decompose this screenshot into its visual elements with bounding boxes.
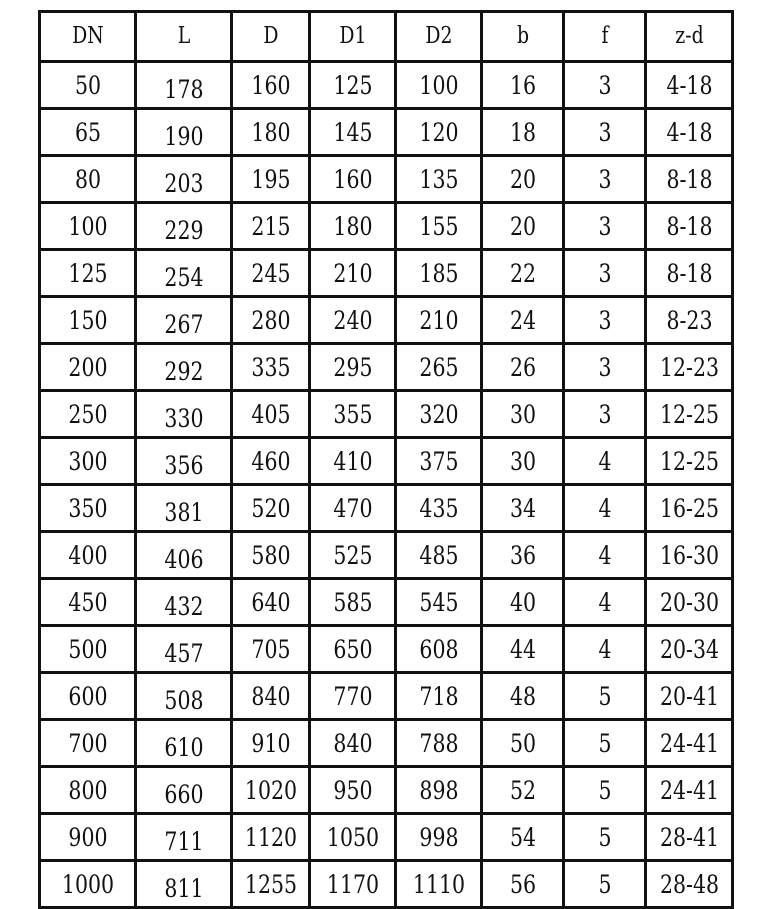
table-row bbox=[40, 720, 733, 767]
table-row bbox=[40, 767, 733, 814]
table-cell-d: 245 bbox=[239, 250, 303, 297]
table-row bbox=[40, 579, 733, 626]
table-cell-d2: 375 bbox=[403, 438, 474, 485]
table-cell-d1: 840 bbox=[317, 720, 388, 767]
table-cell-d: 1255 bbox=[239, 861, 303, 908]
table-cell-d: 180 bbox=[239, 109, 303, 156]
table-cell-f: 3 bbox=[571, 297, 638, 344]
table-body bbox=[40, 62, 733, 908]
table-cell-z-d: 8-18 bbox=[653, 156, 724, 203]
table-cell-b: 52 bbox=[489, 767, 556, 814]
table-cell-d1: 525 bbox=[317, 532, 388, 579]
table-cell-d2: 485 bbox=[403, 532, 474, 579]
table-cell-d2: 998 bbox=[403, 814, 474, 861]
table-cell-b: 26 bbox=[489, 344, 556, 391]
table-cell-d1: 145 bbox=[317, 109, 388, 156]
table-cell-d: 580 bbox=[239, 532, 303, 579]
table-cell-d: 335 bbox=[239, 344, 303, 391]
cell-value: 178 bbox=[163, 74, 204, 104]
table-row bbox=[40, 297, 733, 344]
table-cell-d1: 1170 bbox=[317, 861, 388, 908]
table-header bbox=[40, 12, 733, 62]
table-cell-d2: 545 bbox=[403, 579, 474, 626]
table-cell-b: 18 bbox=[489, 109, 556, 156]
cell-value: 330 bbox=[163, 403, 204, 433]
table-row bbox=[40, 156, 733, 203]
column-header-f: f bbox=[571, 12, 638, 62]
table-row bbox=[40, 485, 733, 532]
table-cell-l bbox=[144, 861, 223, 908]
table-cell-d1: 470 bbox=[317, 485, 388, 532]
cell-value: 610 bbox=[163, 732, 204, 762]
cell-value: 432 bbox=[163, 591, 204, 621]
table-cell-d1: 240 bbox=[317, 297, 388, 344]
table-cell-b: 20 bbox=[489, 156, 556, 203]
table-cell-z-d: 20-30 bbox=[653, 579, 724, 626]
table-cell-dn: 150 bbox=[48, 297, 127, 344]
table-cell-d: 840 bbox=[239, 673, 303, 720]
table-cell-b: 30 bbox=[489, 391, 556, 438]
table-cell-d2: 1110 bbox=[403, 861, 474, 908]
table-cell-f: 4 bbox=[571, 438, 638, 485]
flange-dimension-table bbox=[38, 10, 734, 909]
table-cell-dn: 800 bbox=[48, 767, 127, 814]
table-cell-f: 3 bbox=[571, 203, 638, 250]
table-row bbox=[40, 109, 733, 156]
table-cell-dn: 50 bbox=[48, 62, 127, 109]
table-cell-d1: 410 bbox=[317, 438, 388, 485]
cell-value: 229 bbox=[163, 215, 204, 245]
table-cell-f: 5 bbox=[571, 767, 638, 814]
table-cell-d1: 950 bbox=[317, 767, 388, 814]
table-cell-z-d: 16-30 bbox=[653, 532, 724, 579]
table-cell-d2: 185 bbox=[403, 250, 474, 297]
table-cell-d2: 265 bbox=[403, 344, 474, 391]
table-cell-d2: 608 bbox=[403, 626, 474, 673]
table-cell-d2: 210 bbox=[403, 297, 474, 344]
table-cell-d: 640 bbox=[239, 579, 303, 626]
table-cell-f: 3 bbox=[571, 156, 638, 203]
table-cell-l bbox=[144, 532, 223, 579]
cell-value: 292 bbox=[163, 356, 204, 386]
table-cell-z-d: 12-25 bbox=[653, 391, 724, 438]
table-row bbox=[40, 62, 733, 109]
table-cell-dn: 125 bbox=[48, 250, 127, 297]
table-cell-z-d: 24-41 bbox=[653, 720, 724, 767]
table-cell-dn: 450 bbox=[48, 579, 127, 626]
table-row bbox=[40, 438, 733, 485]
cell-value: 203 bbox=[163, 168, 204, 198]
table-cell-d1: 650 bbox=[317, 626, 388, 673]
table-cell-b: 48 bbox=[489, 673, 556, 720]
cell-value: 660 bbox=[163, 779, 204, 809]
table-cell-f: 5 bbox=[571, 720, 638, 767]
table-cell-d2: 155 bbox=[403, 203, 474, 250]
table-cell-l bbox=[144, 579, 223, 626]
column-header-z-d: z-d bbox=[653, 12, 724, 62]
table-cell-l bbox=[144, 814, 223, 861]
table-cell-f: 3 bbox=[571, 62, 638, 109]
cell-value: 190 bbox=[163, 121, 204, 151]
cell-value: 267 bbox=[163, 309, 204, 339]
table-cell-l bbox=[144, 673, 223, 720]
table-cell-dn: 700 bbox=[48, 720, 127, 767]
table-cell-l bbox=[144, 626, 223, 673]
table-cell-d: 195 bbox=[239, 156, 303, 203]
table-cell-z-d: 8-18 bbox=[653, 250, 724, 297]
table-cell-dn: 400 bbox=[48, 532, 127, 579]
table-cell-b: 56 bbox=[489, 861, 556, 908]
table-cell-f: 3 bbox=[571, 109, 638, 156]
cell-value: 254 bbox=[163, 262, 204, 292]
column-header-b: b bbox=[489, 12, 556, 62]
table-cell-f: 3 bbox=[571, 344, 638, 391]
table-cell-d2: 898 bbox=[403, 767, 474, 814]
table-cell-l bbox=[144, 720, 223, 767]
table-cell-dn: 65 bbox=[48, 109, 127, 156]
table-cell-d1: 1050 bbox=[317, 814, 388, 861]
table-cell-z-d: 28-41 bbox=[653, 814, 724, 861]
table-cell-b: 20 bbox=[489, 203, 556, 250]
table-cell-d: 215 bbox=[239, 203, 303, 250]
table-cell-d2: 135 bbox=[403, 156, 474, 203]
table-cell-dn: 100 bbox=[48, 203, 127, 250]
table-cell-f: 3 bbox=[571, 391, 638, 438]
table-cell-d1: 770 bbox=[317, 673, 388, 720]
table-cell-z-d: 24-41 bbox=[653, 767, 724, 814]
cell-value: 457 bbox=[163, 638, 204, 668]
table-cell-d2: 320 bbox=[403, 391, 474, 438]
table-cell-l bbox=[144, 391, 223, 438]
table-cell-f: 5 bbox=[571, 673, 638, 720]
table-cell-b: 34 bbox=[489, 485, 556, 532]
table-row bbox=[40, 626, 733, 673]
table-cell-z-d: 16-25 bbox=[653, 485, 724, 532]
table-cell-b: 30 bbox=[489, 438, 556, 485]
table-cell-l bbox=[144, 485, 223, 532]
cell-value: 508 bbox=[163, 685, 204, 715]
table-cell-d2: 435 bbox=[403, 485, 474, 532]
table-cell-dn: 600 bbox=[48, 673, 127, 720]
table-cell-dn: 350 bbox=[48, 485, 127, 532]
table-row bbox=[40, 391, 733, 438]
cell-value: 356 bbox=[163, 450, 204, 480]
table-cell-d: 280 bbox=[239, 297, 303, 344]
table-cell-z-d: 20-41 bbox=[653, 673, 724, 720]
table-cell-d: 910 bbox=[239, 720, 303, 767]
table-cell-d: 1020 bbox=[239, 767, 303, 814]
table-cell-b: 24 bbox=[489, 297, 556, 344]
table-cell-l bbox=[144, 438, 223, 485]
column-header-d2: D2 bbox=[403, 12, 474, 62]
table-cell-d1: 585 bbox=[317, 579, 388, 626]
column-header-d1: D1 bbox=[317, 12, 388, 62]
cell-value: 711 bbox=[163, 826, 204, 856]
table-cell-f: 4 bbox=[571, 485, 638, 532]
table-cell-z-d: 8-18 bbox=[653, 203, 724, 250]
table-cell-dn: 900 bbox=[48, 814, 127, 861]
cell-value: 406 bbox=[163, 544, 204, 574]
column-header-d: D bbox=[239, 12, 303, 62]
table-cell-dn: 1000 bbox=[48, 861, 127, 908]
table-cell-dn: 250 bbox=[48, 391, 127, 438]
table-cell-b: 40 bbox=[489, 579, 556, 626]
table-cell-l bbox=[144, 156, 223, 203]
cell-value: 811 bbox=[163, 873, 204, 903]
table-row bbox=[40, 673, 733, 720]
table-cell-f: 3 bbox=[571, 250, 638, 297]
table-cell-l bbox=[144, 250, 223, 297]
table-row bbox=[40, 814, 733, 861]
table-cell-d: 405 bbox=[239, 391, 303, 438]
table-cell-z-d: 4-18 bbox=[653, 62, 724, 109]
table-cell-l bbox=[144, 109, 223, 156]
table-row bbox=[40, 250, 733, 297]
table-cell-l bbox=[144, 297, 223, 344]
table-cell-b: 50 bbox=[489, 720, 556, 767]
table-cell-l bbox=[144, 767, 223, 814]
table-cell-dn: 500 bbox=[48, 626, 127, 673]
table-cell-f: 4 bbox=[571, 626, 638, 673]
table-cell-d: 460 bbox=[239, 438, 303, 485]
table-cell-f: 4 bbox=[571, 532, 638, 579]
table-cell-dn: 200 bbox=[48, 344, 127, 391]
column-header-dn: DN bbox=[48, 12, 127, 62]
table-cell-d: 160 bbox=[239, 62, 303, 109]
table-cell-f: 4 bbox=[571, 579, 638, 626]
table-cell-d1: 355 bbox=[317, 391, 388, 438]
table-cell-z-d: 12-25 bbox=[653, 438, 724, 485]
table-cell-d2: 788 bbox=[403, 720, 474, 767]
column-header-l: L bbox=[144, 12, 223, 62]
table-cell-d1: 180 bbox=[317, 203, 388, 250]
table-cell-b: 22 bbox=[489, 250, 556, 297]
table-cell-z-d: 20-34 bbox=[653, 626, 724, 673]
table-cell-f: 5 bbox=[571, 861, 638, 908]
table-cell-l bbox=[144, 62, 223, 109]
table-row bbox=[40, 532, 733, 579]
table-cell-z-d: 8-23 bbox=[653, 297, 724, 344]
table-cell-d: 1120 bbox=[239, 814, 303, 861]
cell-value: 381 bbox=[163, 497, 204, 527]
table-cell-l bbox=[144, 203, 223, 250]
table-cell-b: 54 bbox=[489, 814, 556, 861]
table-row bbox=[40, 861, 733, 908]
table-cell-dn: 80 bbox=[48, 156, 127, 203]
header-row bbox=[40, 12, 733, 62]
table-cell-b: 36 bbox=[489, 532, 556, 579]
table-cell-d2: 100 bbox=[403, 62, 474, 109]
table-cell-d1: 160 bbox=[317, 156, 388, 203]
table-cell-dn: 300 bbox=[48, 438, 127, 485]
table-cell-d1: 125 bbox=[317, 62, 388, 109]
table-cell-d1: 210 bbox=[317, 250, 388, 297]
table-cell-b: 16 bbox=[489, 62, 556, 109]
table-cell-d1: 295 bbox=[317, 344, 388, 391]
table-cell-z-d: 12-23 bbox=[653, 344, 724, 391]
table-cell-d: 520 bbox=[239, 485, 303, 532]
table-cell-d: 705 bbox=[239, 626, 303, 673]
table-cell-z-d: 28-48 bbox=[653, 861, 724, 908]
table-cell-d2: 120 bbox=[403, 109, 474, 156]
table-cell-z-d: 4-18 bbox=[653, 109, 724, 156]
table-cell-b: 44 bbox=[489, 626, 556, 673]
table-row bbox=[40, 344, 733, 391]
table-cell-d2: 718 bbox=[403, 673, 474, 720]
table-cell-f: 5 bbox=[571, 814, 638, 861]
table-cell-l bbox=[144, 344, 223, 391]
table-row bbox=[40, 203, 733, 250]
